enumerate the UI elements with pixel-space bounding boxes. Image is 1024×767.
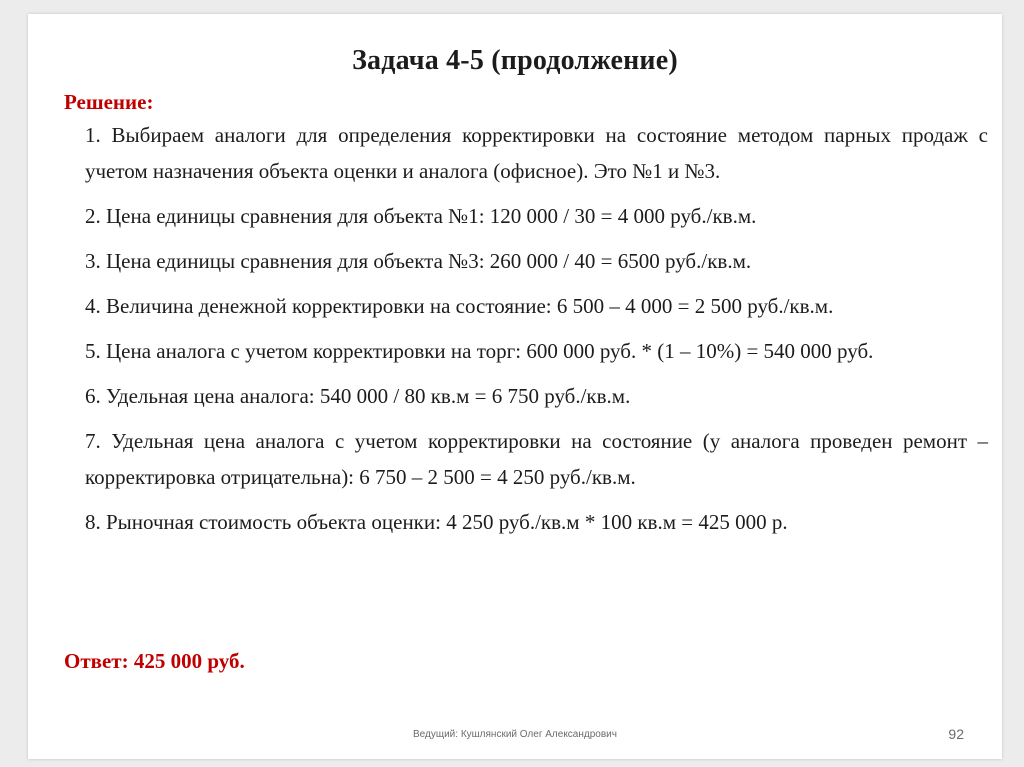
slide-title: Задача 4-5 (продолжение) xyxy=(352,45,678,76)
solution-step: 1. Выбираем аналоги для определения корректировки на состояние методом парных продаж с учетом назначения объекта оценки и аналога (офисное). Это №1 и №3. xyxy=(85,123,988,183)
solution-step: 3. Цена единицы сравнения для объекта №3: 260 000 / 40 = 6500 руб./кв.м. xyxy=(85,249,752,273)
page-number: 92 xyxy=(948,726,964,742)
solution-step: 2. Цена единицы сравнения для объекта №1: 120 000 / 30 = 4 000 руб./кв.м. xyxy=(85,204,757,228)
solution-step: 4. Величина денежной корректировки на состояние: 6 500 – 4 000 = 2 500 руб./кв.м. xyxy=(85,294,834,318)
solution-step: 6. Удельная цена аналога: 540 000 / 80 кв.м = 6 750 руб./кв.м. xyxy=(85,384,631,408)
solution-step: 8. Рыночная стоимость объекта оценки: 4 250 руб./кв.м * 100 кв.м = 425 000 р. xyxy=(85,510,788,534)
solution-heading: Решение: xyxy=(64,90,154,114)
solution-steps xyxy=(85,117,988,549)
answer: Ответ: 425 000 руб. xyxy=(64,649,245,673)
presenter-footer: Ведущий: Кушлянский Олег Александрович xyxy=(413,729,617,740)
solution-step: 5. Цена аналога с учетом корректировки на торг: 600 000 руб. * (1 – 10%) = 540 000 руб. xyxy=(85,339,874,363)
solution-step: 7. Удельная цена аналога с учетом корректировки на состояние (у аналога проведен ремонт – корректировка отрицательна): 6 750 – 2 500 = 4 250 руб./кв.м. xyxy=(85,429,988,489)
slide xyxy=(28,14,1002,759)
